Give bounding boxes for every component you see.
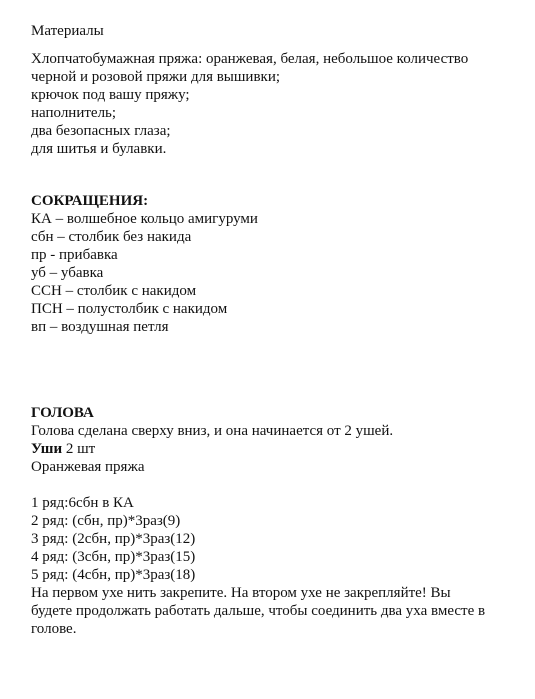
materials-heading: Материалы xyxy=(31,23,104,39)
materials-line: крючок под вашу пряжу; xyxy=(31,87,190,103)
note-line: будете продолжать работать дальше, чтобы соединить два уха вместе в xyxy=(31,603,486,619)
yarn-line: Оранжевая пряжа xyxy=(31,459,145,475)
abbreviation-line: ПСН – полустолбик с накидом xyxy=(31,301,228,317)
materials-list xyxy=(31,50,511,158)
materials-line: для шитья и булавки. xyxy=(31,141,167,157)
abbreviation-line: ССН – столбик с накидом xyxy=(31,283,197,299)
abbreviation-line: вп – воздушная петля xyxy=(31,319,169,335)
ears-line xyxy=(31,440,511,458)
materials-line: два безопасных глаза; xyxy=(31,123,171,139)
abbreviation-line: сбн – столбик без накида xyxy=(31,229,192,245)
row-line: 1 ряд:6сбн в КА xyxy=(31,495,134,511)
head-note xyxy=(31,584,511,638)
ears-count: 2 шт xyxy=(62,441,96,457)
rows-list xyxy=(31,494,511,584)
note-line: На первом ухе нить закрепите. На втором ухе не закрепляйте! Вы xyxy=(31,585,451,601)
row-line: 4 ряд: (3сбн, пр)*3раз(15) xyxy=(31,549,196,565)
materials-line: наполнитель; xyxy=(31,105,117,121)
materials-line: черной и розовой пряжи для вышивки; xyxy=(31,69,281,85)
document-page xyxy=(31,22,511,638)
abbreviations-section xyxy=(31,192,511,336)
row-line: 2 ряд: (сбн, пр)*3раз(9) xyxy=(31,513,181,529)
abbreviation-line: КА – волшебное кольцо амигуруми xyxy=(31,211,258,227)
materials-section xyxy=(31,22,511,158)
head-heading: ГОЛОВА xyxy=(31,405,94,421)
head-section xyxy=(31,404,511,638)
row-line: 5 ряд: (4сбн, пр)*3раз(18) xyxy=(31,567,196,583)
abbreviations-heading: СОКРАЩЕНИЯ: xyxy=(31,193,149,209)
head-intro: Голова сделана сверху вниз, и она начинается от 2 ушей. xyxy=(31,423,394,439)
materials-line: Хлопчатобумажная пряжа: оранжевая, белая, небольшое количество xyxy=(31,51,469,67)
note-line: голове. xyxy=(31,621,77,637)
ears-label: Уши xyxy=(31,441,63,457)
abbreviation-line: уб – убавка xyxy=(31,265,104,281)
row-line: 3 ряд: (2сбн, пр)*3раз(12) xyxy=(31,531,196,547)
abbreviation-line: пр - прибавка xyxy=(31,247,118,263)
